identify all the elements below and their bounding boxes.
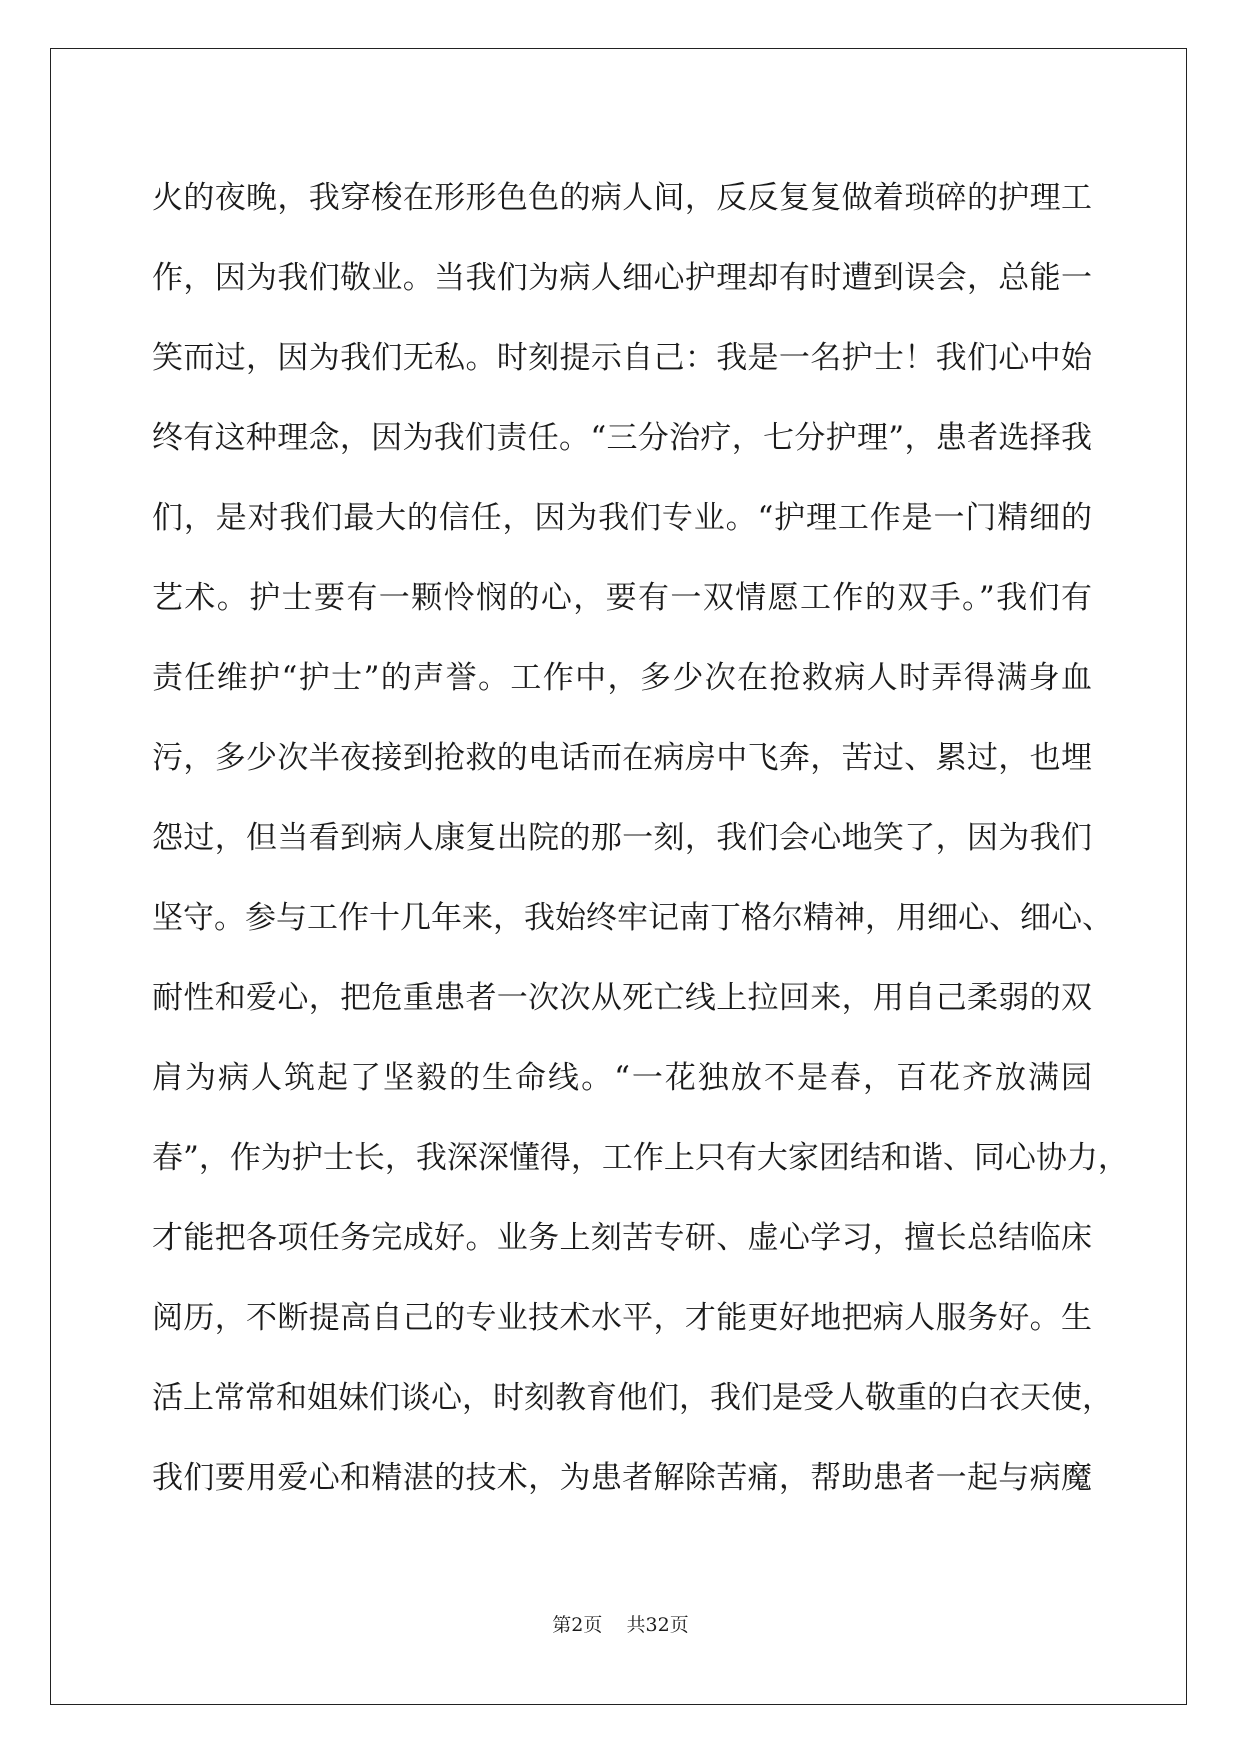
page-footer — [0, 1610, 1241, 1637]
text-line: 污，多少次半夜接到抢救的电话而在病房中飞奔，苦过、累过，也埋 — [152, 740, 1092, 776]
text-line: 艺术。护士要有一颗怜悯的心，要有一双情愿工作的双手。”我们有 — [152, 580, 1092, 616]
text-line: 春”，作为护士长，我深深懂得，工作上只有大家团结和谐、同心协力， — [152, 1140, 1129, 1176]
text-line: 阅历，不断提高自己的专业技术水平，才能更好地把病人服务好。生 — [152, 1300, 1092, 1336]
text-line: 我们要用爱心和精湛的技术，为患者解除苦痛，帮助患者一起与病魔 — [152, 1460, 1092, 1496]
text-line: 怨过，但当看到病人康复出院的那一刻，我们会心地笑了，因为我们 — [152, 820, 1092, 856]
text-line: 火的夜晚，我穿梭在形形色色的病人间，反反复复做着琐碎的护理工 — [152, 180, 1092, 216]
text-line: 活上常常和姐妹们谈心，时刻教育他们，我们是受人敬重的白衣天使， — [152, 1380, 1113, 1416]
text-line: 才能把各项任务完成好。业务上刻苦专研、虚心学习，擅长总结临床 — [152, 1220, 1092, 1256]
text-line: 耐性和爱心，把危重患者一次次从死亡线上拉回来，用自己柔弱的双 — [152, 980, 1092, 1016]
text-line: 笑而过，因为我们无私。时刻提示自己：我是一名护士！我们心中始 — [152, 340, 1092, 376]
text-line: 作，因为我们敬业。当我们为病人细心护理却有时遭到误会，总能一 — [152, 260, 1092, 296]
text-line: 责任维护“护士”的声誉。工作中，多少次在抢救病人时弄得满身血 — [152, 660, 1092, 696]
text-line: 们，是对我们最大的信任，因为我们专业。“护理工作是一门精细的 — [152, 500, 1092, 536]
body-text — [152, 158, 1129, 1518]
text-line: 肩为病人筑起了坚毅的生命线。“一花独放不是春，百花齐放满园 — [152, 1060, 1092, 1096]
page-number: 第2页 — [552, 1614, 603, 1636]
page-total: 共32页 — [626, 1614, 689, 1636]
text-line: 坚守。参与工作十几年来，我始终牢记南丁格尔精神，用细心、细心、 — [152, 900, 1113, 936]
text-line: 终有这种理念，因为我们责任。“三分治疗，七分护理”，患者选择我 — [152, 420, 1092, 456]
